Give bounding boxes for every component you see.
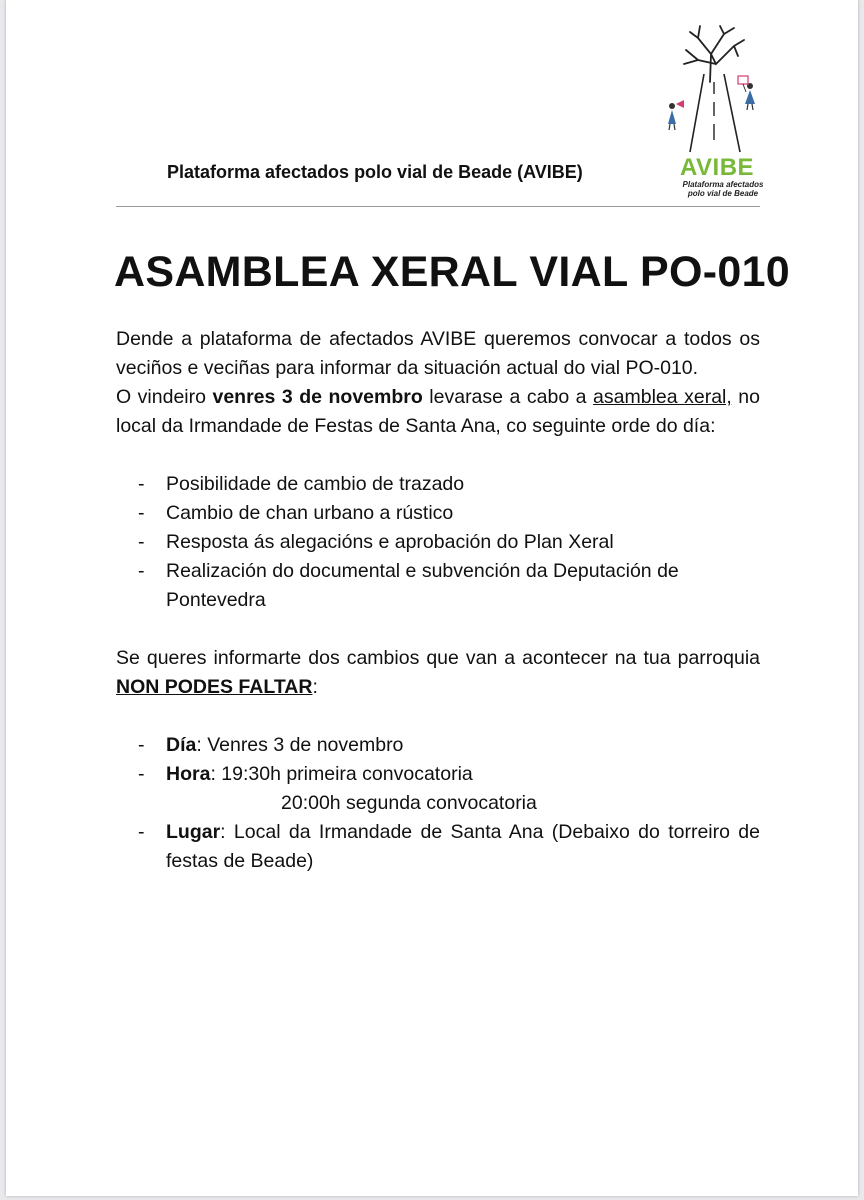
meeting-paragraph (116, 383, 760, 441)
detail-day (116, 731, 760, 760)
meeting-mid: levarase a cabo a (422, 386, 594, 408)
meeting-prefix: O vindeiro (116, 386, 213, 408)
tree-road-icon (654, 24, 770, 154)
details-list (116, 731, 760, 876)
logo-subtitle: Plataforma afectados polo vial de Beade (682, 180, 764, 198)
time-label: Hora (166, 763, 211, 785)
agenda-item: - Realización do documental e subvención da Deputación de Pontevedra (116, 557, 760, 615)
intro-paragraph: Dende a plataforma de afectados AVIBE queremos convocar a todos os veciños e veciñas para informar da situación actual do vial PO-010. (116, 328, 760, 379)
page-title: ASAMBLEA XERAL VIAL PO-010 (114, 248, 791, 296)
meeting-suffix: no local da Irmandade de Festas de Santa Ana, co seguinte orde do día: (116, 386, 761, 437)
agenda-item: - Cambio de chan urbano a rústico (116, 499, 760, 528)
time-value-2: 20:00h segunda convocatoria (281, 792, 537, 814)
call-emphasis: NON PODES FALTAR (116, 676, 313, 698)
document-page (6, 0, 858, 1196)
place-label: Lugar (166, 821, 221, 843)
document-body (116, 325, 760, 876)
day-value: : Venres 3 de novembro (196, 734, 404, 756)
organization-name: Plataforma afectados polo vial de Beade (AVIBE) (167, 162, 583, 182)
detail-time (116, 760, 760, 818)
header-divider (116, 206, 760, 207)
agenda-item: - Posibilidade de cambio de trazado (116, 470, 760, 499)
agenda-item: - Resposta ás alegacións e aprobación do Plan Xeral (116, 528, 760, 557)
avibe-logo (654, 24, 770, 210)
logo-title: AVIBE (680, 154, 755, 181)
call-end: : (312, 676, 318, 698)
day-label: Día (166, 734, 197, 756)
call-paragraph (116, 644, 760, 702)
time-value-1: : 19:30h primeira convocatoria (210, 763, 473, 785)
agenda-list (116, 470, 760, 615)
place-value: : Local da Irmandade de Santa Ana (Debaixo do torreiro de festas de Beade) (166, 821, 760, 872)
meeting-date: venres 3 de novembro (212, 386, 423, 408)
detail-place (116, 818, 760, 876)
meeting-event: asamblea xeral, (593, 386, 732, 408)
call-text: Se queres informarte dos cambios que van a acontecer na tua parroquia (116, 647, 760, 669)
